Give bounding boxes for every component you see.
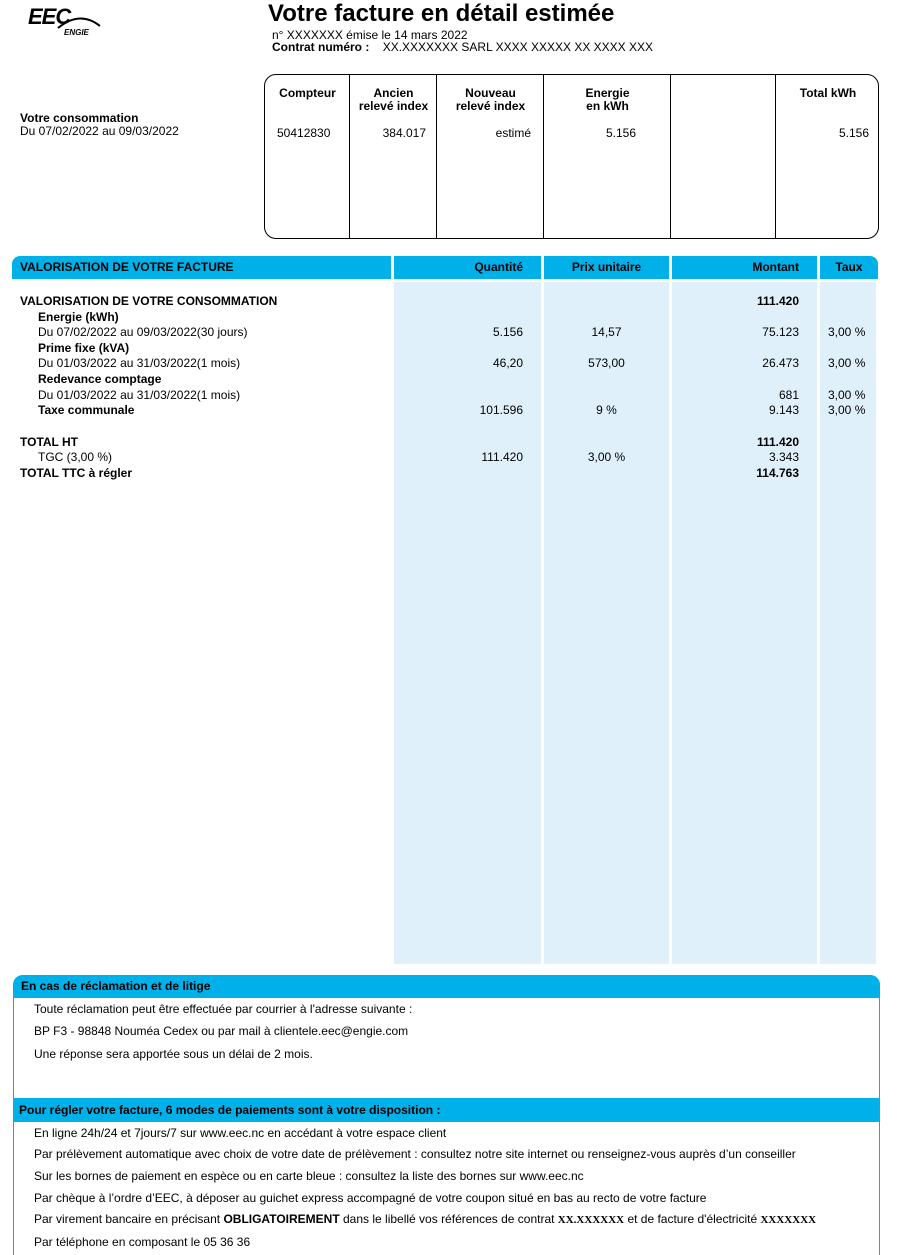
line-energy-price: 14,57 [591,325,622,339]
total-ht-amount: 111.420 [756,435,799,449]
payment-line-online: En ligne 24h/24 et 7jours/7 sur www.eec.nc en accédant à votre espace client [34,1126,447,1140]
line-energy-amount: 75.123 [762,325,799,339]
tgc-amount: 3.343 [768,450,799,464]
line-prime-detail: Du 01/03/2022 au 31/03/2022(1 mois) [38,356,241,370]
line-prime-qty: 46,20 [492,356,523,370]
line-energy-label: Energie (kWh) [38,310,119,324]
contract-value: XX.XXXXXXX SARL XXXX XXXXX XX XXXX XXX [382,40,654,54]
line-energy-qty: 5.156 [492,325,523,339]
claim-line-1: Toute réclamation peut être effectuée par courrier à l'adresse suivante : [34,1002,413,1016]
total-kwh-value: 5.156 [838,126,869,140]
transfer-text-b: OBLIGATOIREMENT [223,1212,340,1226]
old-index-header-line2: relevé index [358,99,429,113]
line-prime-label: Prime fixe (kVA) [38,341,130,355]
unit-price-column [544,282,669,964]
transfer-text-a: Par virement bancaire en précisant [34,1212,224,1226]
rate-header: Taux [820,256,878,279]
payment-line-transfer [34,1212,816,1226]
consumption-label [20,112,179,138]
line-taxe-label: Taxe communale [38,403,135,417]
new-index-header-line2: relevé index [455,99,526,113]
section-amount: 111.420 [756,294,799,308]
energy-header-line2: en kWh [586,99,629,113]
page-title: Votre facture en détail estimée [268,0,615,27]
tgc-price: 3,00 % [587,450,626,464]
meter-value: 50412830 [277,126,331,140]
transfer-invoice-ref: XXXXXXX [760,1214,817,1226]
eec-engie-logo [28,4,108,40]
section-title: VALORISATION DE VOTRE CONSOMMATION [20,294,278,308]
transfer-text-e: et de facture d'électricité [624,1212,761,1226]
transfer-contract-ref: XX.XXXXXX [557,1214,625,1226]
claim-title: En cas de réclamation et de litige [13,975,880,998]
total-ttc-amount: 114.763 [756,466,799,480]
meter-table [264,74,879,239]
total-ht-label: TOTAL HT [20,435,78,449]
tgc-qty: 111.420 [481,450,523,464]
logo-sub: ENGIE [64,28,89,37]
claim-line-2: BP F3 - 98848 Nouméa Cedex ou par mail à clientele.eec@engie.com [34,1024,409,1038]
old-index-value: 384.017 [382,126,426,140]
payment-line-cheque: Par chèque à l’ordre d’EEC, à déposer au guichet express accompagné de votre coupon situé en bas au recto de votre facture [34,1191,707,1205]
line-taxe-rate: 3,00 % [828,403,866,417]
line-prime-price: 573,00 [588,356,625,370]
consumption-title: Votre consommation [20,111,139,125]
rate-column [820,282,876,964]
payment-line-phone: Par téléphone en composant le 05 36 36 [34,1235,251,1249]
meter-header: Compteur [279,86,336,100]
line-taxe-qty: 101.596 [479,403,523,417]
total-ttc-label: TOTAL TTC à régler [20,466,133,480]
old-index-header-line1: Ancien [373,86,414,100]
valorisation-header: VALORISATION DE VOTRE FACTURE [12,256,391,279]
line-prime-amount: 26.473 [762,356,799,370]
contract-label: Contrat numéro : [272,40,370,54]
line-energy-detail: Du 07/02/2022 au 09/03/2022(30 jours) [38,325,248,339]
line-prime-rate: 3,00 % [828,356,866,370]
energy-header [544,87,671,113]
quantity-column [394,282,541,964]
energy-header-line1: Energie [585,86,630,100]
consumption-period: Du 07/02/2022 au 09/03/2022 [20,124,179,138]
energy-value: 5.156 [605,126,636,140]
line-redevance-detail: Du 01/03/2022 au 31/03/2022(1 mois) [38,388,241,402]
tgc-label: TGC (3,00 %) [38,450,113,464]
quantity-header: Quantité [394,256,541,279]
new-index-value: estimé [495,126,531,140]
line-redevance-rate: 3,00 % [828,388,866,402]
total-kwh-header: Total kWh [799,86,857,100]
contract-number [272,40,653,54]
line-taxe-amount: 9.143 [768,403,799,417]
new-index-header-line1: Nouveau [465,86,516,100]
payment-title: Pour régler votre facture, 6 modes de paiements sont à votre disposition : [13,1099,880,1122]
amount-column [672,282,817,964]
old-index-header [350,87,437,113]
new-index-header [437,87,544,113]
line-redevance-amount: 681 [778,388,799,402]
payment-line-terminals: Sur les bornes de paiement en espèce ou en carte bleue : consultez la liste des bornes sur www.eec.nc [34,1169,584,1183]
transfer-text-c: dans le libellé vos références de contrat [339,1212,558,1226]
line-energy-rate: 3,00 % [828,325,866,339]
line-taxe-price: 9 % [596,403,617,417]
claim-line-3: Une réponse sera apportée sous un délai de 2 mois. [34,1047,313,1061]
line-redevance-label: Redevance comptage [38,372,162,386]
amount-header: Montant [672,256,817,279]
logo-brand: EEC [28,4,71,29]
invoice-number: n° XXXXXXX émise le 14 mars 2022 [272,28,468,42]
empty-col [671,75,776,238]
payment-line-direct-debit: Par prélèvement automatique avec choix de votre date de prélèvement : consultez notre site internet ou renseignez-vous auprès d’un conseiller [34,1147,796,1161]
unit-price-header: Prix unitaire [544,256,669,279]
